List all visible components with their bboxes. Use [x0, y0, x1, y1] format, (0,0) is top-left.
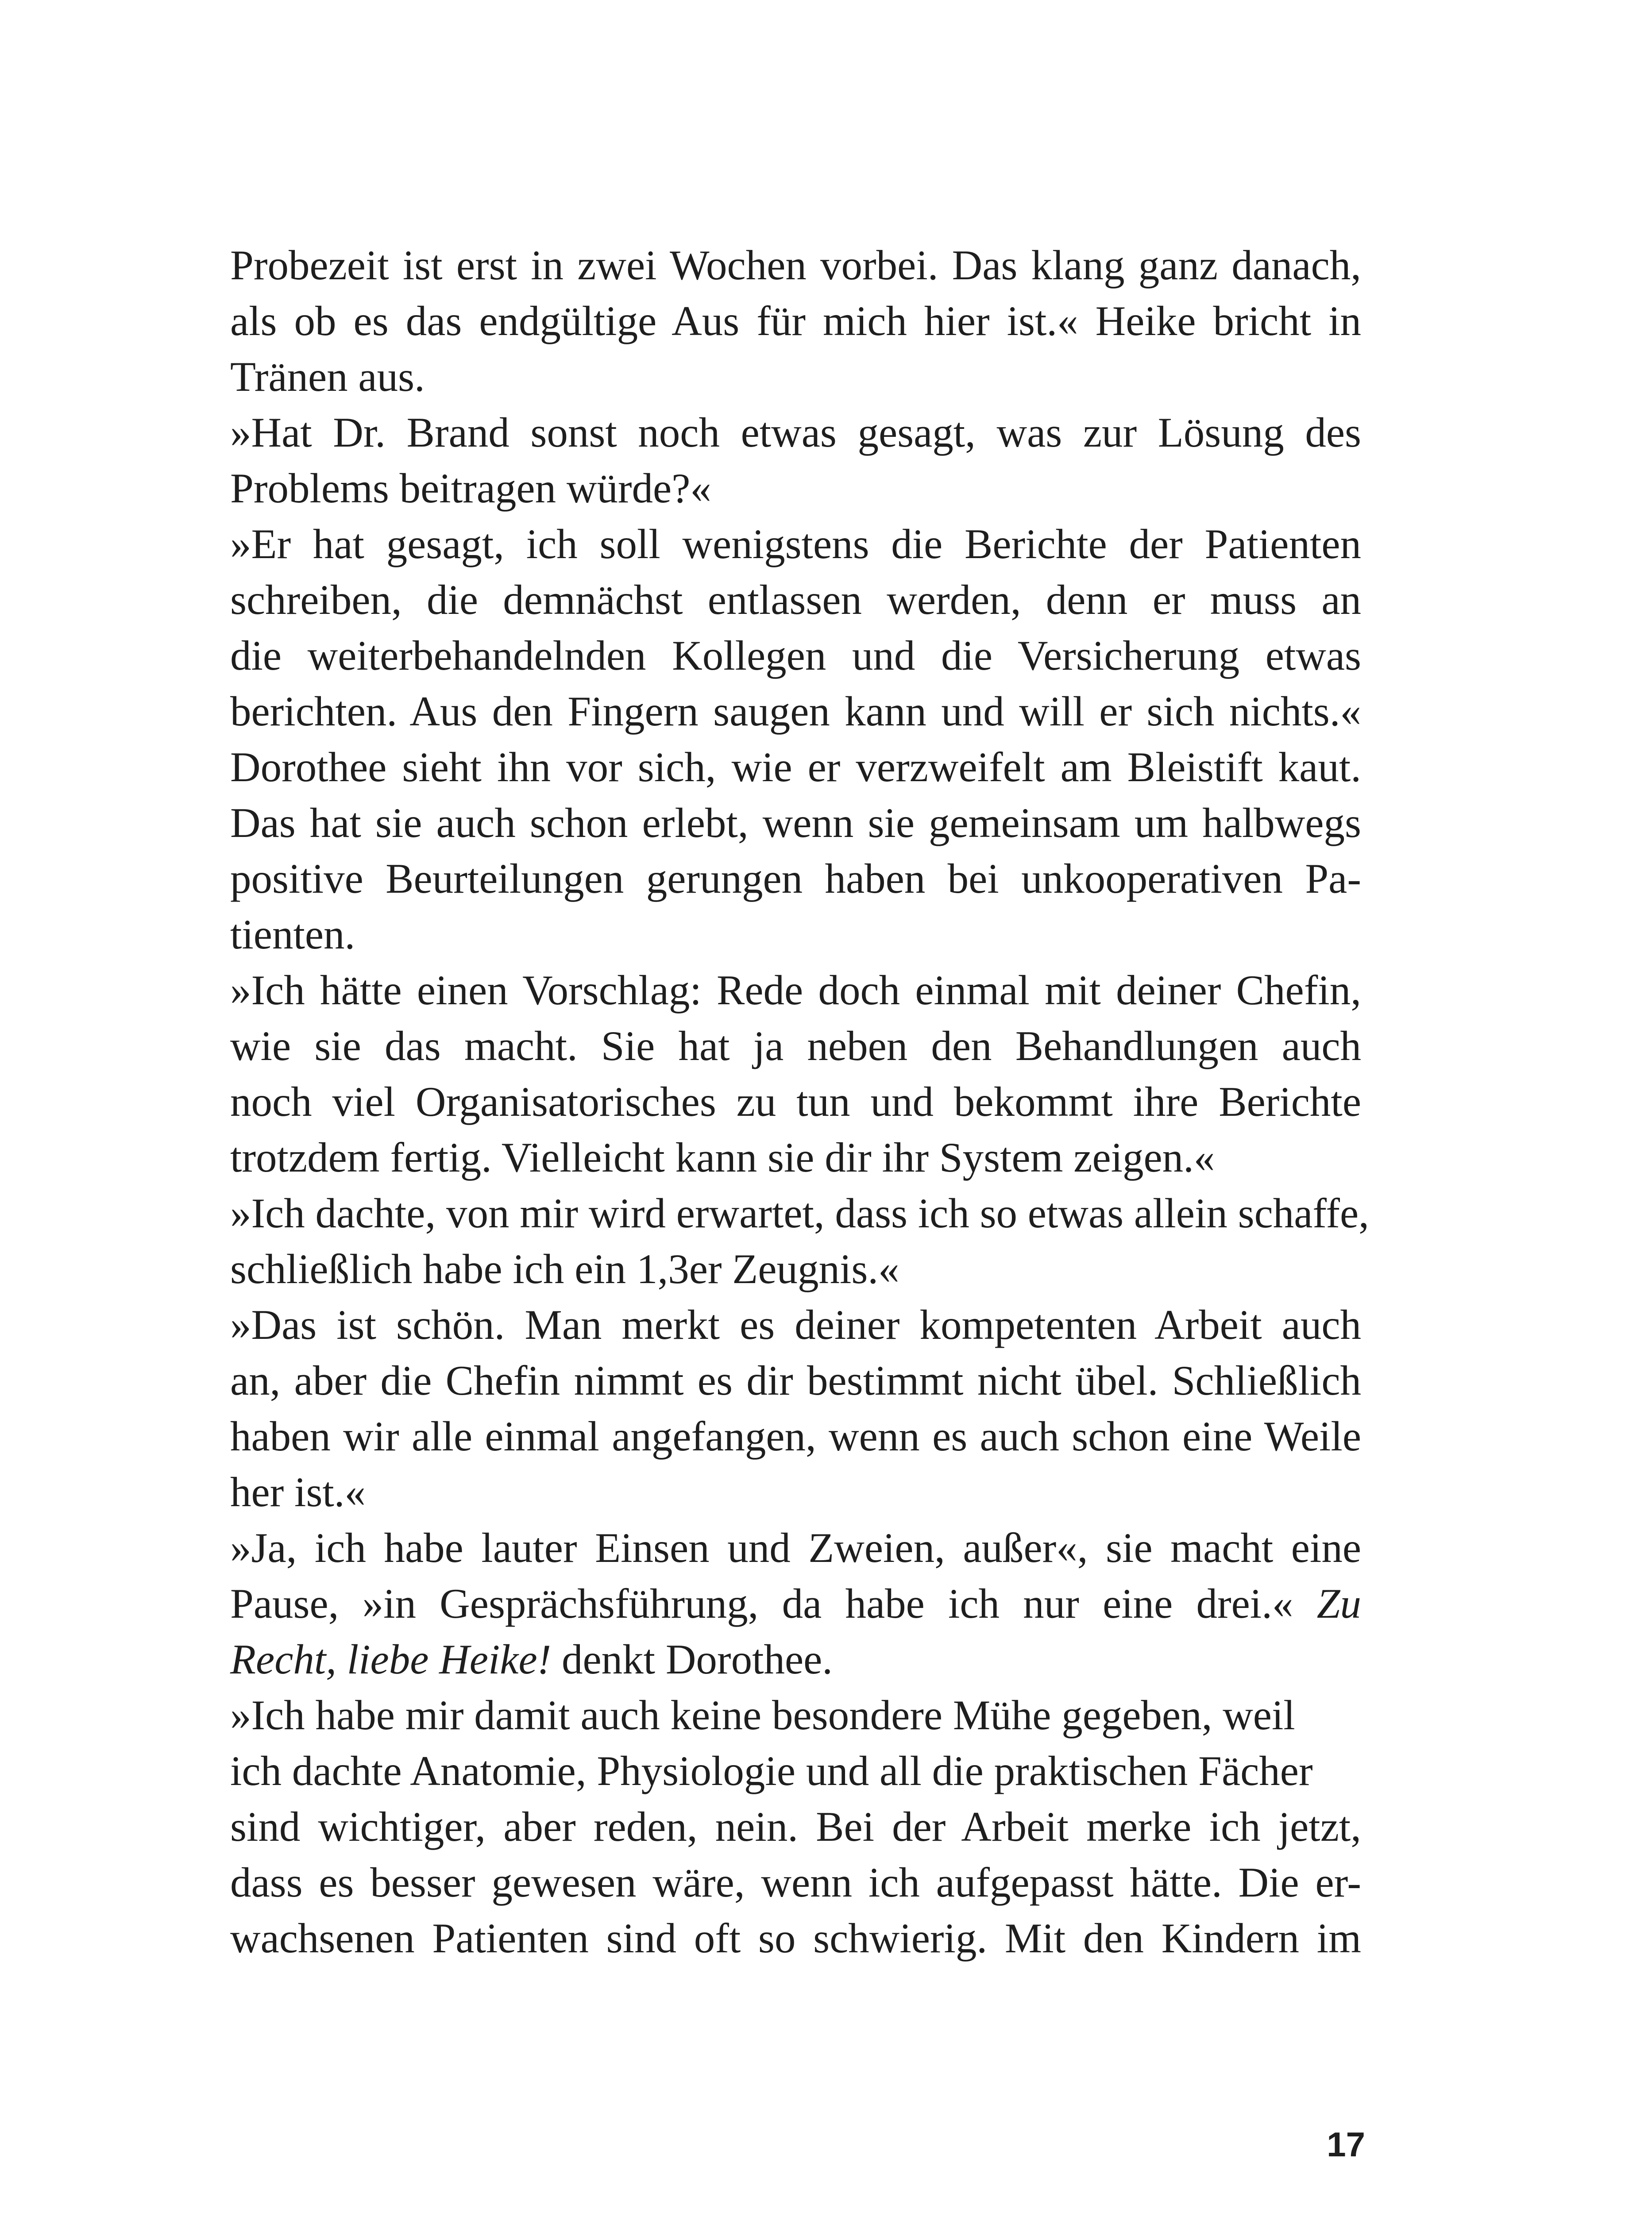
text-line: Dorothee sieht ihn vor sich, wie er verzweifelt am Bleistift kaut.: [230, 744, 1361, 790]
text-line: noch viel Organisatorisches zu tun und bekommt ihre Berichte: [230, 1078, 1361, 1125]
text-line: berichten. Aus den Fingern saugen kann und will er sich nichts.«: [230, 688, 1361, 735]
text-line: schreiben, die demnächst entlassen werden, denn er muss an: [230, 576, 1361, 623]
page-number: 17: [1327, 2125, 1365, 2164]
text-line: als ob es das endgültige Aus für mich hier ist.« Heike bricht in: [230, 297, 1361, 344]
text-line: [230, 1631, 1361, 1687]
text-line: »Ja, ich habe lauter Einsen und Zweien, außer«, sie macht eine: [230, 1524, 1361, 1571]
text-line: »Ich dachte, von mir wird erwartet, dass ich so etwas allein schaffe,: [230, 1190, 1369, 1237]
text-line: »Er hat gesagt, ich soll wenigstens die Berichte der Patienten: [230, 520, 1361, 567]
text-line: Probezeit ist erst in zwei Wochen vorbei. Das klang ganz danach,: [230, 242, 1361, 289]
text-line: wachsenen Patienten sind oft so schwierig. Mit den Kindern im: [230, 1915, 1361, 1962]
italic-text: Zu: [1316, 1580, 1361, 1627]
text-line: her ist.«: [230, 1469, 366, 1515]
text-line: an, aber die Chefin nimmt es dir bestimmt nicht übel. Schließlich: [230, 1357, 1361, 1404]
text-line: schließlich habe ich ein 1,3er Zeugnis.«: [230, 1245, 899, 1292]
body-text: [230, 237, 1369, 1966]
text-line: »Ich hätte einen Vorschlag: Rede doch einmal mit deiner Chefin,: [230, 967, 1361, 1014]
text-line: wie sie das macht. Sie hat ja neben den Behandlungen auch: [230, 1022, 1361, 1069]
text-line: positive Beurteilungen gerungen haben bei unkooperativen Pa-: [230, 855, 1361, 902]
text-line: die weiterbehandelnden Kollegen und die Versicherung etwas: [230, 632, 1361, 679]
text-line: haben wir alle einmal angefangen, wenn es auch schon eine Weile: [230, 1413, 1361, 1460]
text-line: Tränen aus.: [230, 353, 425, 400]
text-line: tienten.: [230, 911, 355, 958]
line-text: denkt Dorothee.: [551, 1636, 833, 1683]
text-line: ich dachte Anatomie, Physiologie und all die praktischen Fächer: [230, 1747, 1313, 1794]
text-line: »Ich habe mir damit auch keine besondere Mühe gegeben, weil: [230, 1692, 1295, 1739]
text-line: dass es besser gewesen wäre, wenn ich aufgepasst hätte. Die er-: [230, 1859, 1361, 1906]
text-line: »Hat Dr. Brand sonst noch etwas gesagt, was zur Lösung des: [230, 409, 1361, 456]
italic-text: Recht, liebe Heike!: [230, 1636, 552, 1683]
text-line: Problems beitragen würde?«: [230, 465, 711, 512]
text-line: Das hat sie auch schon erlebt, wenn sie gemeinsam um halbwegs: [230, 799, 1361, 846]
text-line: sind wichtiger, aber reden, nein. Bei der Arbeit merke ich jetzt,: [230, 1803, 1361, 1850]
text-line: trotzdem fertig. Vielleicht kann sie dir ihr System zeigen.«: [230, 1134, 1215, 1181]
text-line: »Das ist schön. Man merkt es deiner kompetenten Arbeit auch: [230, 1301, 1361, 1348]
line-text: Pause, »in Gesprächsführung, da habe ich nur eine drei.«: [230, 1580, 1317, 1627]
text-line: [230, 1576, 1361, 1631]
